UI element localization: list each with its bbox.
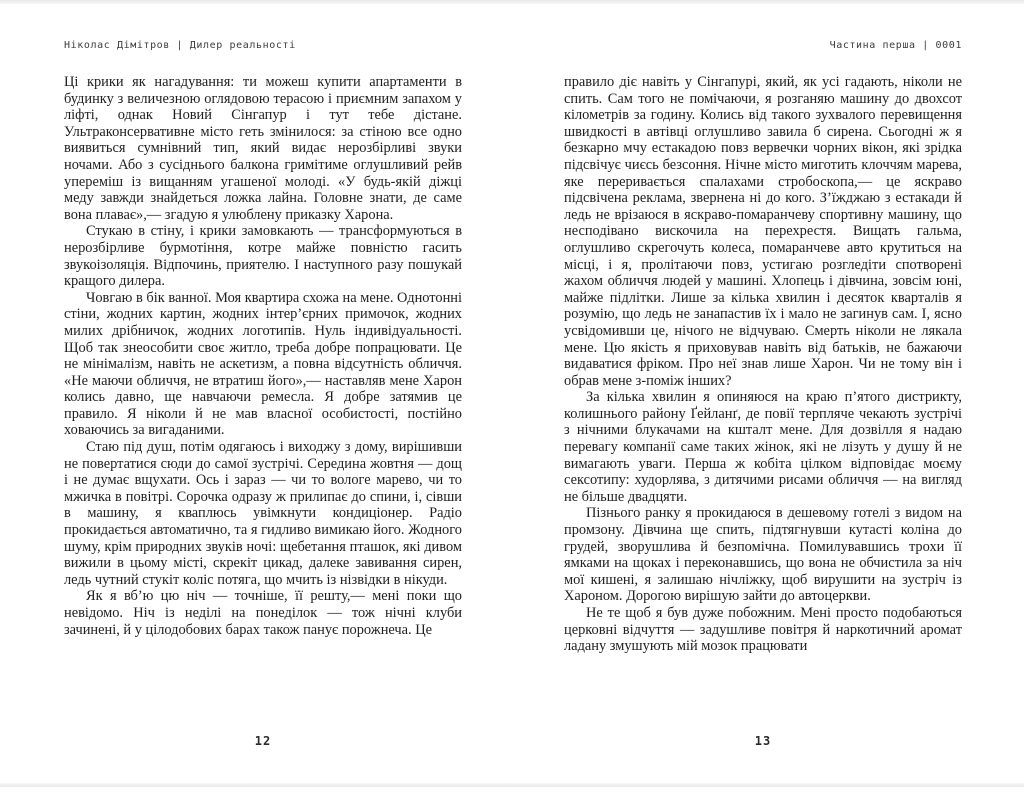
right-page-body (564, 74, 962, 655)
left-page-number: 12 (254, 734, 272, 748)
paragraph: Пізнього ранку я прокидаюся в дешевому готелі з видом на промзону. Дівчина ще спить, підтягнувши кутасті коліна до грудей, зворушлива й безпомічна. Помилувавшись трохи її ямками на щоках і переконавшись, що вона не обчистила за ніч мої кишені, я залишаю нічліжку, щоб вирушити на зустріч із Хароном. Дорогою вирішую зайти до автоцеркви. (564, 505, 962, 605)
paragraph: Човгаю в бік ванної. Моя квартира схожа на мене. Однотонні стіни, жодних картин, жодних інтер’єрних примочок, жодних милих дрібничок, жодних логотипів. Нуль індивідуальності. Щоб так знеособити своє житло, треба добре попрацювати. Це не мінімалізм, навіть не аскетизм, а повна відсутність обличчя. «Не маючи обличчя, не втратиш його»,— наставляв мене Харон колись давно, ще навчаючи ремесла. Я добре затямив це правило. Я ніколи й не мав власної особистості, постійно ховаючись за вигаданими. (64, 289, 462, 439)
paragraph: Не те щоб я був дуже побожним. Мені просто подобаються церковні відчуття — задушливе повітря й наркотичний аромат ладану змушують мій мозок працювати (564, 605, 962, 655)
scan-top-edge (0, 0, 1024, 4)
paragraph: Ці крики як нагадування: ти можеш купити апартаменти в будинку з величезною оглядовою терасою і приємним запахом у ліфті, однак Новий Сінгапур і тут тебе дістане. Ультраконсервативне місто геть змінилося: за стіною все одно виявиться сумнівний тип, який видає нерозбірливі звуки ночами. Або з сусіднього балкона гримітиме оглушливий рейв упереміш із вищанням угашеної молоді. «У будь-якій діжці меду завжди знайдеться ложка лайна. Головне знати, де саме вона плаває»,— згадую я улюблену приказку Харона. (64, 74, 462, 223)
paragraph: Як я вб’ю цю ніч — точніше, її решту,— мені поки що невідомо. Ніч із неділі на понеділок — тож нічні клуби зачинені, й у цілодобових барах також панує порожнеча. Це (64, 588, 462, 638)
right-page-number: 13 (754, 734, 772, 748)
paragraph: Стаю під душ, потім одягаюсь і виходжу з дому, вирішивши не повертатися сюди до самої зустрічі. Середина жовтня — дощ і не думає вщухати. Ось і зараз — чи то вологе марево, чи то мжичка в повітрі. Сорочка одразу ж прилипає до спини, і, сівши в машину, я кваплюсь увімкнути кондиціонер. Радіо прокидається автоматично, та я гидливо вимикаю його. Жодного шуму, крім природних звуків ночі: щебетання пташок, які дивом вижили в цьому місті, скрекіт цикад, далеке завивання сирен, ледь чутний стукіт коліс потяга, що мчить із нізвідки в нікуди. (64, 439, 462, 588)
paragraph: Стукаю в стіну, і крики замовкають — трансформуються в нерозбірливе бурмотіння, котре майже повністю гасить звукоізоляція. Відпочинь, приятелю. І наступного разу пошукай кращого дилера. (64, 223, 462, 290)
right-page (564, 40, 962, 760)
left-page (64, 40, 462, 760)
scan-bottom-edge (0, 783, 1024, 787)
paragraph: За кілька хвилин я опиняюся на краю п’ятого дистрикту, колишнього району Ґейланґ, де повії терпляче чекають зустрічі з нічними блукачами на кшталт мене. Для дозвілля я надаю перевагу компанії саме таких жінок, які не лізуть у душу й не вимагають уваги. Перша ж кобіта цілком відповідає моєму сексотипу: худорлява, з дитячими рисами обличчя — на вигляд не більше двадцяти. (564, 389, 962, 505)
right-running-header: Частина перша | 0001 (829, 40, 962, 51)
paragraph: правило діє навіть у Сінгапурі, який, як усі гадають, ніколи не спить. Сам того не помічаючи, я розганяю машину до двохсот кілометрів за годину. Колись від такого зухвалого перевищення швидкості в автівці оглушливо завила б сирена. Сьогодні ж я безкарно мчу естакадою повз вервечки чорних вікон, які зрідка підсвічує чиєсь безсоння. Нічне місто миготить клоччям марева, яке переривається спалахами стробоскопа,— це яскраво підсвічена реклама, звернена ні до кого. З’їжджаю з естакади й ледь не врізаюся в яскраво-помаранчеву спортивну машину, що несподівано вискочила на перехрестя. Вищать гальма, оглушливо скрегочуть колеса, помаранчеве авто крутиться на місці, і я, пролітаючи повз, устигаю розгледіти спотворені жахом обличчя людей у машині. Хлопець і дівчина, зовсім юні, майже підлітки. Лише за кілька хвилин і десяток кварталів я розумію, що ледь не занапастив їх і мало не загинув сам. І, ясно усвідомивши це, нічого не відчуваю. Смерть ніколи не лякала мене. Цю якість я приховував навіть від батьків, не бажаючи видаватися фріком. Про неї знав лише Харон. Чи не тому він і обрав мене з-поміж інших? (564, 74, 962, 389)
left-page-body (64, 74, 462, 638)
left-running-header: Ніколас Дімітров | Дилер реальності (64, 40, 296, 51)
